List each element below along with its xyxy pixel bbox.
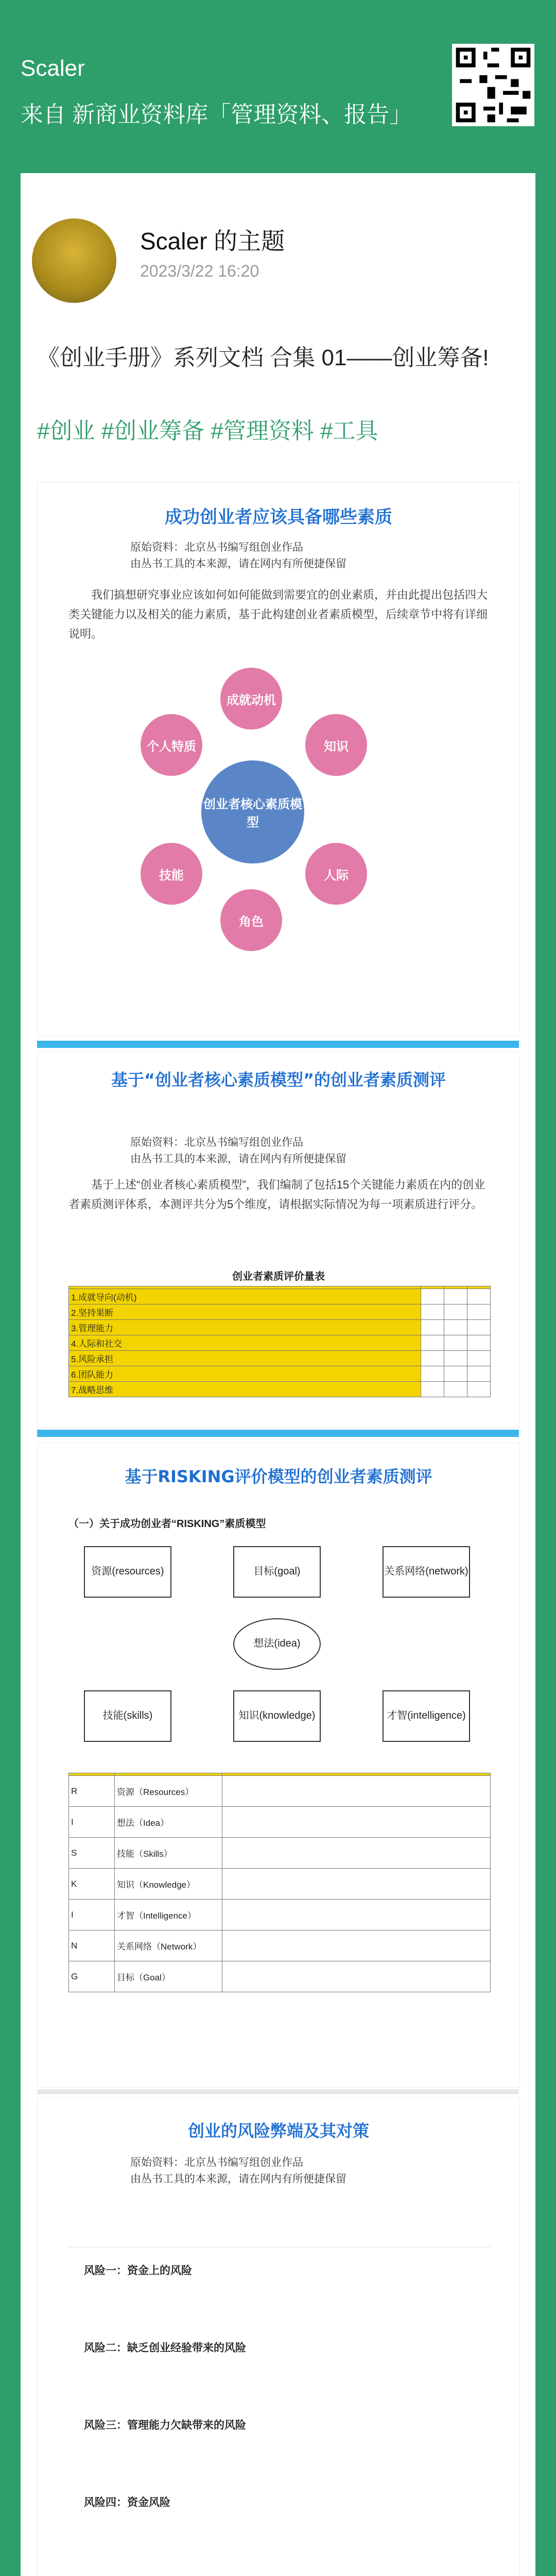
doc-page-3[interactable] (37, 1443, 520, 2088)
model-node-1: 成就动机 (220, 668, 282, 730)
box-knowledge: 知识(knowledge) (233, 1690, 321, 1742)
table-cell (222, 1869, 491, 1900)
risking-table (68, 1773, 491, 1992)
table-row-label: 1.成就导向(动机) (69, 1289, 421, 1304)
box-idea: 想法(idea) (233, 1618, 321, 1670)
doc-meta-2a: 原始资料：北京丛书编写组创业作品 (130, 1137, 303, 1148)
avatar[interactable] (32, 218, 116, 303)
table-row-label: 4.人际和社交 (69, 1335, 421, 1351)
model-node-5: 人际 (305, 843, 367, 905)
doc-meta-1a: 原始资料：北京丛书编写组创业作品 (130, 541, 303, 553)
page-divider (37, 2089, 519, 2094)
table-row-label: 3.管理能力 (69, 1320, 421, 1335)
doc-page-1[interactable] (37, 482, 520, 1037)
table-cell (222, 1838, 491, 1869)
table-cell (444, 1335, 467, 1351)
table-row-label: 5.风险承担 (69, 1351, 421, 1366)
topic-author[interactable]: Scaler 的主题 (140, 228, 285, 255)
table-cell: 资源（Resources） (115, 1776, 222, 1807)
table-cell (421, 1382, 444, 1397)
table-cell (421, 1335, 444, 1351)
table-cell (467, 1320, 490, 1335)
qr-code-graphic (452, 44, 534, 126)
table-cell (444, 1320, 467, 1335)
model-node-6: 角色 (220, 889, 282, 951)
doc-page-2[interactable] (37, 1051, 520, 1428)
box-resources: 资源(resources) (84, 1546, 171, 1598)
text-block (68, 2211, 491, 2247)
doc-title-3: 基于RISKING评价模型的创业者素质测评 (125, 1467, 432, 1486)
table-cell (444, 1382, 467, 1397)
page-divider (37, 1430, 519, 1437)
table-cell: K (69, 1869, 115, 1900)
table-cell (222, 1776, 491, 1807)
table-title: 创业者素质评价量表 (232, 1271, 325, 1282)
doc-title-4: 创业的风险弊端及其对策 (187, 2121, 369, 2141)
risk-item-4: 风险四：资金风险 (84, 2497, 170, 2509)
box-goal: 目标(goal) (233, 1546, 321, 1598)
box-skills: 技能(skills) (84, 1690, 171, 1742)
risk-item-1: 风险一：资金上的风险 (84, 2265, 192, 2277)
table-cell: 想法（Idea） (115, 1807, 222, 1838)
doc-meta-4a: 原始资料：北京丛书编写组创业作品 (130, 2157, 303, 2168)
box-network: 关系网络(network) (383, 1546, 470, 1598)
page-divider (37, 1041, 519, 1048)
model-node-3: 知识 (305, 714, 367, 776)
table-cell (222, 1930, 491, 1961)
risk-item-3: 风险三：管理能力欠缺带来的风险 (84, 2419, 246, 2431)
table-cell: I (69, 1807, 115, 1838)
box-intelligence: 才智(intelligence) (383, 1690, 470, 1742)
table-cell (467, 1351, 490, 1366)
table-cell (421, 1289, 444, 1304)
doc-title-2: 基于“创业者核心素质模型”的创业者素质测评 (111, 1070, 446, 1090)
table-cell: S (69, 1838, 115, 1869)
table-cell (421, 1366, 444, 1382)
table-cell (444, 1304, 467, 1320)
table-cell: N (69, 1930, 115, 1961)
table-cell: G (69, 1961, 115, 1992)
table-cell (222, 1900, 491, 1930)
top-header (0, 0, 556, 170)
table-row-label: 7.战略思维 (69, 1382, 421, 1397)
risking-intro: （一）关于成功创业者“RISKING”素质模型 (68, 1518, 266, 1530)
table-cell (222, 1961, 491, 1992)
doc-meta-4b: 由丛书工具的本来源，请在网内有所便捷保留 (130, 2173, 346, 2185)
table-cell: 目标（Goal） (115, 1961, 222, 1992)
table-cell (444, 1366, 467, 1382)
table-cell (467, 1335, 490, 1351)
table-row-label: 2.坚持果断 (69, 1304, 421, 1320)
table-cell (467, 1366, 490, 1382)
model-node-4: 技能 (141, 843, 202, 905)
table-cell (444, 1289, 467, 1304)
doc-page-4[interactable] (37, 2097, 520, 2576)
table-cell (222, 1807, 491, 1838)
table-cell (467, 1382, 490, 1397)
table-cell (444, 1351, 467, 1366)
table-cell (467, 1304, 490, 1320)
table-cell (421, 1320, 444, 1335)
assessment-table (68, 1286, 491, 1397)
doc-para-1: 我们搞想研究事业应该如何如何能做到需要宜的创业素质，并由此提出包括四大类关键能力以及相关的能力素质，基于此构建创业者素质模型，后续章节中将有详细说明。 (68, 588, 488, 640)
table-cell: 技能（Skills） (115, 1838, 222, 1869)
table-cell (421, 1304, 444, 1320)
table-cell: 才智（Intelligence） (115, 1900, 222, 1930)
doc-para-2: 基于上述“创业者核心素质模型”，我们编制了包括15个关键能力素质在内的创业者素质测评体系，本测评共分为5个维度，请根据实际情况为每一项素质进行评分。 (68, 1178, 485, 1211)
table-cell: I (69, 1900, 115, 1930)
post-text: 《创业手册》系列文档 合集 01——创业筹备! (37, 345, 489, 370)
post-date: 2023/3/22 16:20 (140, 262, 259, 280)
table-cell: R (69, 1776, 115, 1807)
brand-name: Scaler (21, 56, 85, 81)
table-cell: 知识（Knowledge） (115, 1869, 222, 1900)
risk-item-2: 风险二：缺乏创业经验带来的风险 (84, 2342, 246, 2354)
table-row-label: 6.团队能力 (69, 1366, 421, 1382)
post-tags[interactable]: #创业 #创业筹备 #管理资料 #工具 (37, 418, 378, 444)
model-hub: 创业者核心素质模型 (201, 760, 304, 863)
table-cell: 关系网络（Network） (115, 1930, 222, 1961)
group-origin: 来自 新商业资料库「管理资料、报告」 (21, 102, 412, 127)
table-cell (467, 1289, 490, 1304)
qr-code-icon (452, 44, 534, 126)
doc-title-1: 成功创业者应该具备哪些素质 (165, 507, 392, 528)
doc-meta-2b: 由丛书工具的本来源，请在网内有所便捷保留 (130, 1153, 346, 1165)
doc-meta-1b: 由丛书工具的本来源，请在网内有所便捷保留 (130, 558, 346, 570)
table-cell (421, 1351, 444, 1366)
model-node-2: 个人特质 (141, 714, 202, 776)
